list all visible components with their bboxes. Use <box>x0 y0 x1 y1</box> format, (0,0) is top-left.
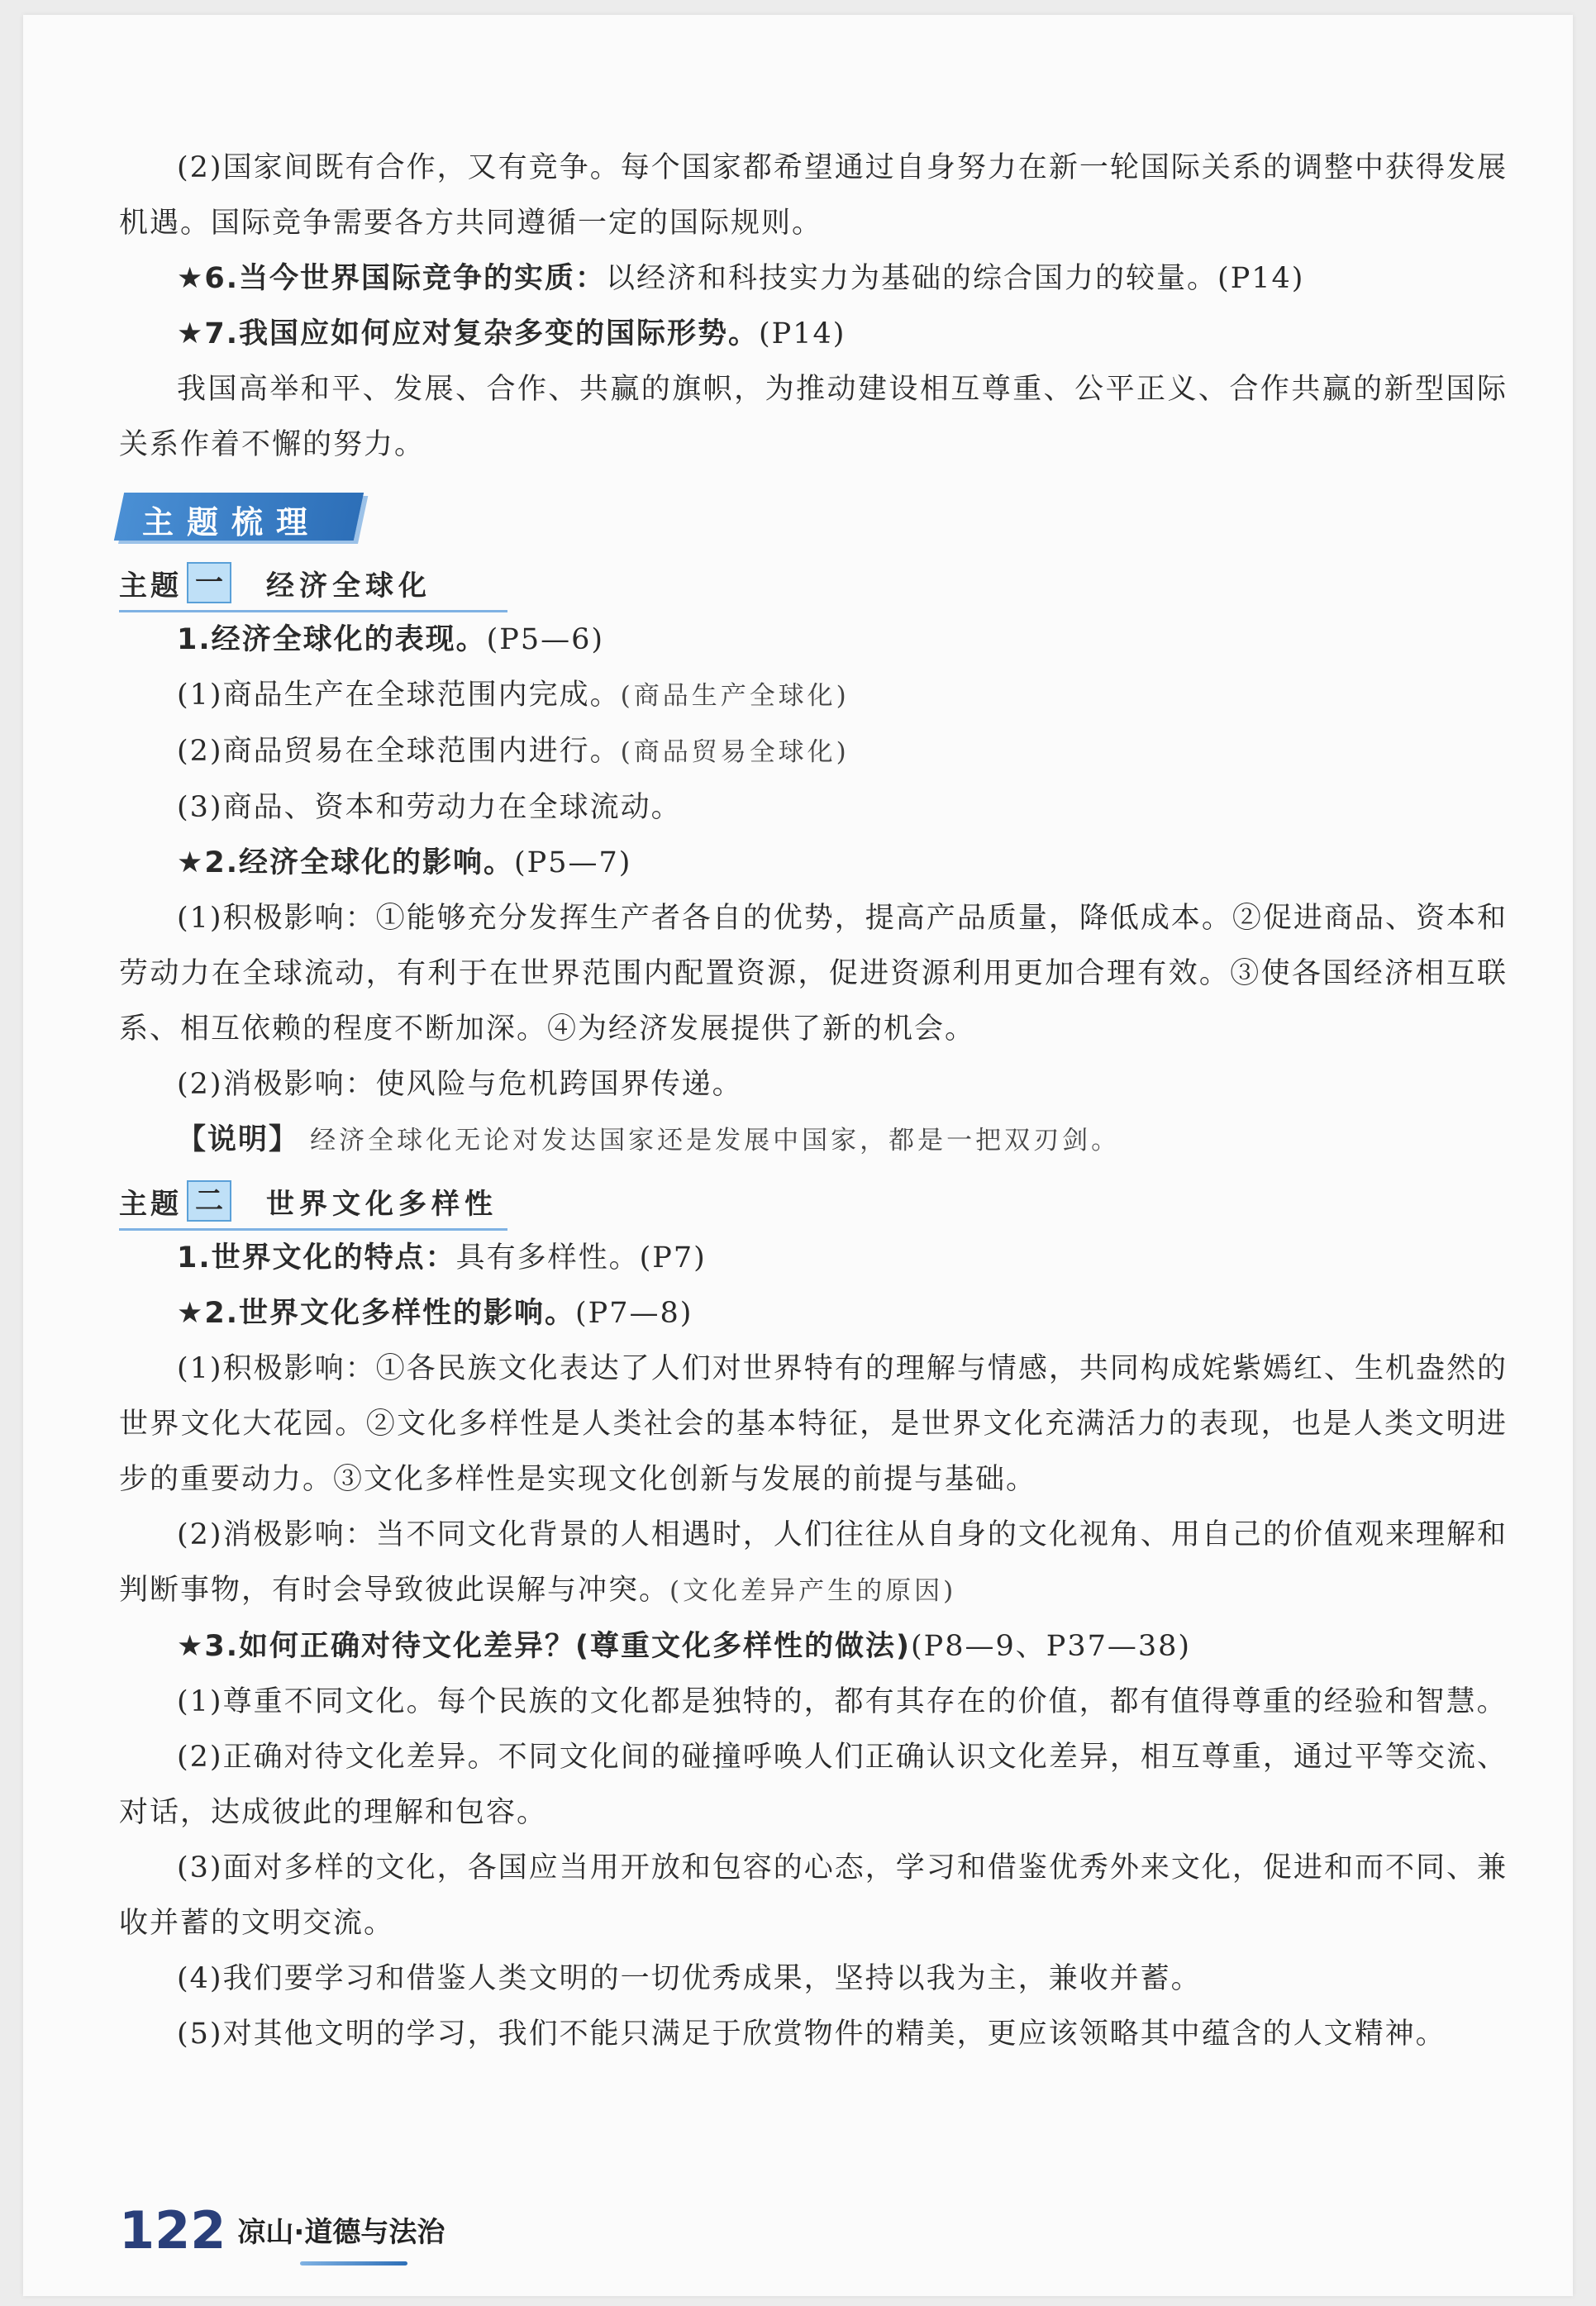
topic-2-negative-text: (2)消极影响：当不同文化背景的人相遇时，人们往往从自身的文化视角、用自己的价值观来理解和判断事物，有时会导致彼此误解与冲突。 <box>119 1518 1508 1607</box>
topic-1-item-1-text: (1)商品生产在全球范围内完成。 <box>177 679 621 712</box>
question-7-head: ★7.我国应如何应对复杂多变的国际形势。 <box>177 317 760 350</box>
topic-1-header <box>119 555 507 612</box>
question-6-body: 以经济和科技实力为基础的综合国力的较量。(P14) <box>606 262 1305 295</box>
paragraph-competition: (2)国家间既有合作，又有竞争。每个国家都希望通过自身努力在新一轮国际关系的调整中获得发展机遇。国际竞争需要各方共同遵循一定的国际规则。 <box>119 151 1508 240</box>
topic-1-q1 <box>119 612 1508 668</box>
topic-2-q1 <box>119 1231 1508 1286</box>
topic-2-q1-body: 具有多样性。(P7) <box>455 1241 707 1274</box>
topic-2-answer-3: (3)面对多样的文化，各国应当用开放和包容的心态，学习和借鉴优秀外来文化，促进和而不同、兼收并蓄的文明交流。 <box>119 1851 1508 1940</box>
topic-2-negative-note: (文化差异产生的原因) <box>669 1576 957 1606</box>
topic-1-name: 经济全球化 <box>266 569 431 603</box>
topic-2-label: 主题 <box>119 1187 182 1221</box>
topic-1-negative: (2)消极影响：使风险与危机跨国界传递。 <box>177 1068 743 1101</box>
topic-1-item-1-note: (商品生产全球化) <box>620 681 850 711</box>
topic-1-q1-head: 1.经济全球化的表现。 <box>177 623 487 656</box>
question-7-ref: (P14) <box>759 317 846 350</box>
topic-2-q3 <box>119 1619 1508 1675</box>
topic-1-item-2-note: (商品贸易全球化) <box>620 737 850 767</box>
topic-2-number: 二 <box>187 1180 231 1222</box>
book-title: 凉山·道德与法治 <box>237 2216 445 2249</box>
note-text: 经济全球化无论对发达国家还是发展中国家，都是一把双刃剑。 <box>310 1126 1121 1155</box>
topic-2-answer-1: (1)尊重不同文化。每个民族的文化都是独特的，都有其存在的价值，都有值得尊重的经验和智慧。 <box>177 1685 1508 1718</box>
topic-2-answer-2: (2)正确对待文化差异。不同文化间的碰撞呼唤人们正确认识文化差异，相互尊重，通过平等交流、对话，达成彼此的理解和包容。 <box>119 1741 1508 1829</box>
question-6 <box>119 251 1508 307</box>
topic-1-q2 <box>119 836 1508 891</box>
topic-2-q3-head: ★3.如何正确对待文化差异？(尊重文化多样性的做法) <box>177 1630 912 1663</box>
topic-2-q1-head: 1.世界文化的特点： <box>177 1241 456 1274</box>
topic-2-positive: (1)积极影响：①各民族文化表达了人们对世界特有的理解与情感，共同构成姹紫嫣红、生机盎然的世界文化大花园。②文化多样性是人类社会的基本特征，是世界文化充满活力的表现，也是人类文明进步的重要动力。③文化多样性是实现文化创新与发展的前提与基础。 <box>119 1352 1508 1496</box>
topic-1-item-1 <box>119 668 1508 724</box>
page <box>23 15 1573 2296</box>
topic-2-q2-head: ★2.世界文化多样性的影响。 <box>177 1297 576 1330</box>
topic-1-number: 一 <box>187 562 231 603</box>
question-7 <box>119 307 1508 362</box>
topic-1-item-3: (3)商品、资本和劳动力在全球流动。 <box>177 791 682 824</box>
section-banner <box>119 493 375 544</box>
topic-1-q2-ref: (P5—7) <box>514 846 632 879</box>
note-label: 【说明】 <box>177 1123 300 1156</box>
topic-2-name: 世界文化多样性 <box>266 1187 498 1221</box>
page-content <box>119 141 1508 2062</box>
question-6-head: ★6.当今世界国际竞争的实质： <box>177 262 607 295</box>
topic-1-item-2 <box>119 724 1508 780</box>
topic-2-negative <box>119 1508 1508 1619</box>
topic-2-answer-4: (4)我们要学习和借鉴人类文明的一切优秀成果，坚持以我为主，兼收并蓄。 <box>177 1962 1202 1995</box>
footer-underline <box>300 2261 407 2266</box>
topic-2-q3-ref: (P8—9、P37—38) <box>911 1630 1192 1663</box>
topic-2-answer-5: (5)对其他文明的学习，我们不能只满足于欣赏物件的精美，更应该领略其中蕴含的人文精神。 <box>177 2018 1446 2051</box>
topic-1-positive: (1)积极影响：①能够充分发挥生产者各自的优势，提高产品质量，降低成本。②促进商品、资本和劳动力在全球流动，有利于在世界范围内配置资源，促进资源利用更加合理有效。③使各国经济相互联系、相互依赖的程度不断加深。④为经济发展提供了新的机会。 <box>119 902 1508 1046</box>
topic-2-q2-ref: (P7—8) <box>575 1297 693 1330</box>
paragraph-china-stance: 我国高举和平、发展、合作、共赢的旗帜，为推动建设相互尊重、公平正义、合作共赢的新型国际关系作着不懈的努力。 <box>119 373 1508 461</box>
page-footer <box>119 2200 445 2261</box>
topic-2-q2 <box>119 1286 1508 1341</box>
topic-1-q2-head: ★2.经济全球化的影响。 <box>177 846 515 879</box>
topic-1-q1-ref: (P5—6) <box>486 623 605 656</box>
topic-1-item-2-text: (2)商品贸易在全球范围内进行。 <box>177 735 621 768</box>
topic-1-note <box>119 1113 1508 1169</box>
topic-2-header <box>119 1174 507 1231</box>
topic-1-label: 主题 <box>119 569 182 603</box>
page-number: 122 <box>119 2200 226 2261</box>
banner-title: 主题梳理 <box>142 504 322 541</box>
